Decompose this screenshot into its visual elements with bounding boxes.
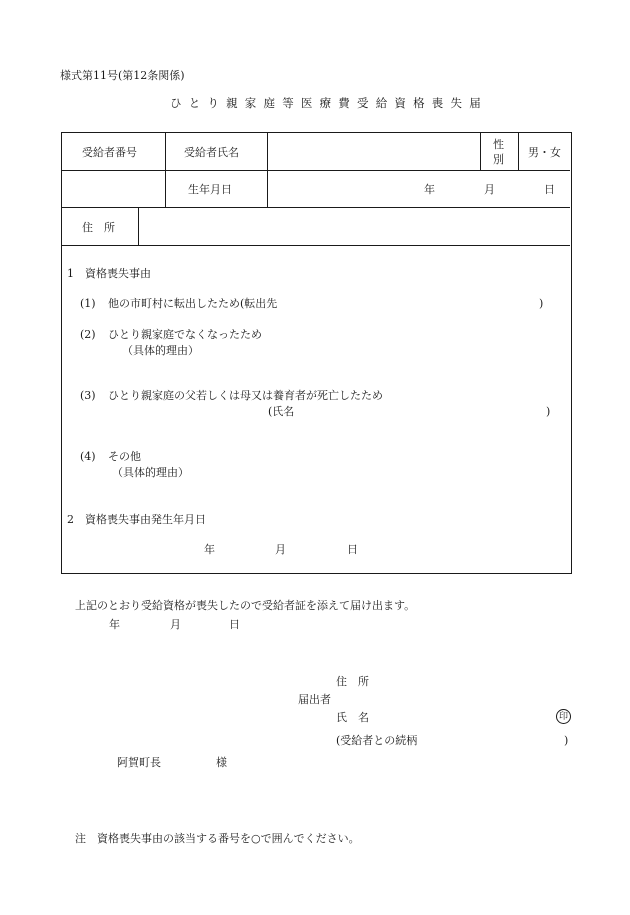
birthdate-day: 日 [544,183,555,196]
col-divider [518,133,519,170]
declaration-year: 年 [109,618,120,631]
address-field[interactable] [139,208,569,244]
reason-3-text: ひとり親家庭の父若しくは母又は養育者が死亡したため [108,389,383,402]
form-number: 様式第11号(第12条関係) [60,69,185,82]
row-divider [62,245,570,246]
recipient-name-field[interactable] [268,134,479,169]
addressee: 阿賀町長 [117,756,161,769]
form-table [61,132,572,574]
col-divider [165,133,166,207]
reason-2-number[interactable]: (2) [80,328,96,341]
recipient-number-label: 受給者番号 [82,146,137,159]
col-divider [480,133,481,170]
sex-options[interactable]: 男・女 [528,146,561,159]
sex-label-bottom: 別 [493,153,504,166]
reason-3-number[interactable]: (3) [80,389,96,402]
occurrence-year: 年 [204,543,215,556]
occurrence-day: 日 [347,543,358,556]
relation-label: (受給者との続柄 [336,734,418,747]
birthdate-year: 年 [424,183,435,196]
declaration-day: 日 [229,618,240,631]
reason-2-detail-label: （具体的理由） [122,344,199,357]
submitter-label: 届出者 [298,693,331,706]
declaration-statement: 上記のとおり受給資格が喪失したので受給者証を添えて届け出ます。 [75,599,416,612]
addressee-honorific: 様 [216,756,227,769]
reason-1-close: ) [539,297,544,310]
recipient-name-label: 受給者氏名 [184,146,239,159]
occurrence-date-heading: 2 資格喪失事由発生年月日 [67,513,206,526]
seal-mark: 印 [556,709,571,724]
reason-4-detail-label: （具体的理由） [112,466,189,479]
relation-close: ) [564,734,569,747]
declaration-month: 月 [170,618,181,631]
reason-1-text: 他の市町村に転出したため(転出先 [108,297,278,310]
reason-4-number[interactable]: (4) [80,450,96,463]
recipient-number-field[interactable] [63,171,164,206]
form-title: ひとり親家庭等医療費受給資格喪失届 [170,96,488,110]
submitter-address-label: 住 所 [336,675,369,688]
birthdate-month: 月 [484,183,495,196]
reason-4-text: その他 [108,450,141,463]
footnote: 注 資格喪失事由の該当する番号を○で囲んでください。 [75,832,360,845]
reason-3-name-label: (氏名 [268,405,295,418]
address-label: 住 所 [82,221,115,234]
birthdate-label: 生年月日 [188,183,232,196]
reason-1-number[interactable]: (1) [80,297,96,310]
occurrence-month: 月 [275,543,286,556]
submitter-name-label: 氏 名 [336,711,369,724]
reason-2-text: ひとり親家庭でなくなったため [108,328,262,341]
reason-3-close: ) [546,405,551,418]
sex-label-top: 性 [493,138,504,151]
reason-heading: 1 資格喪失事由 [67,267,151,280]
